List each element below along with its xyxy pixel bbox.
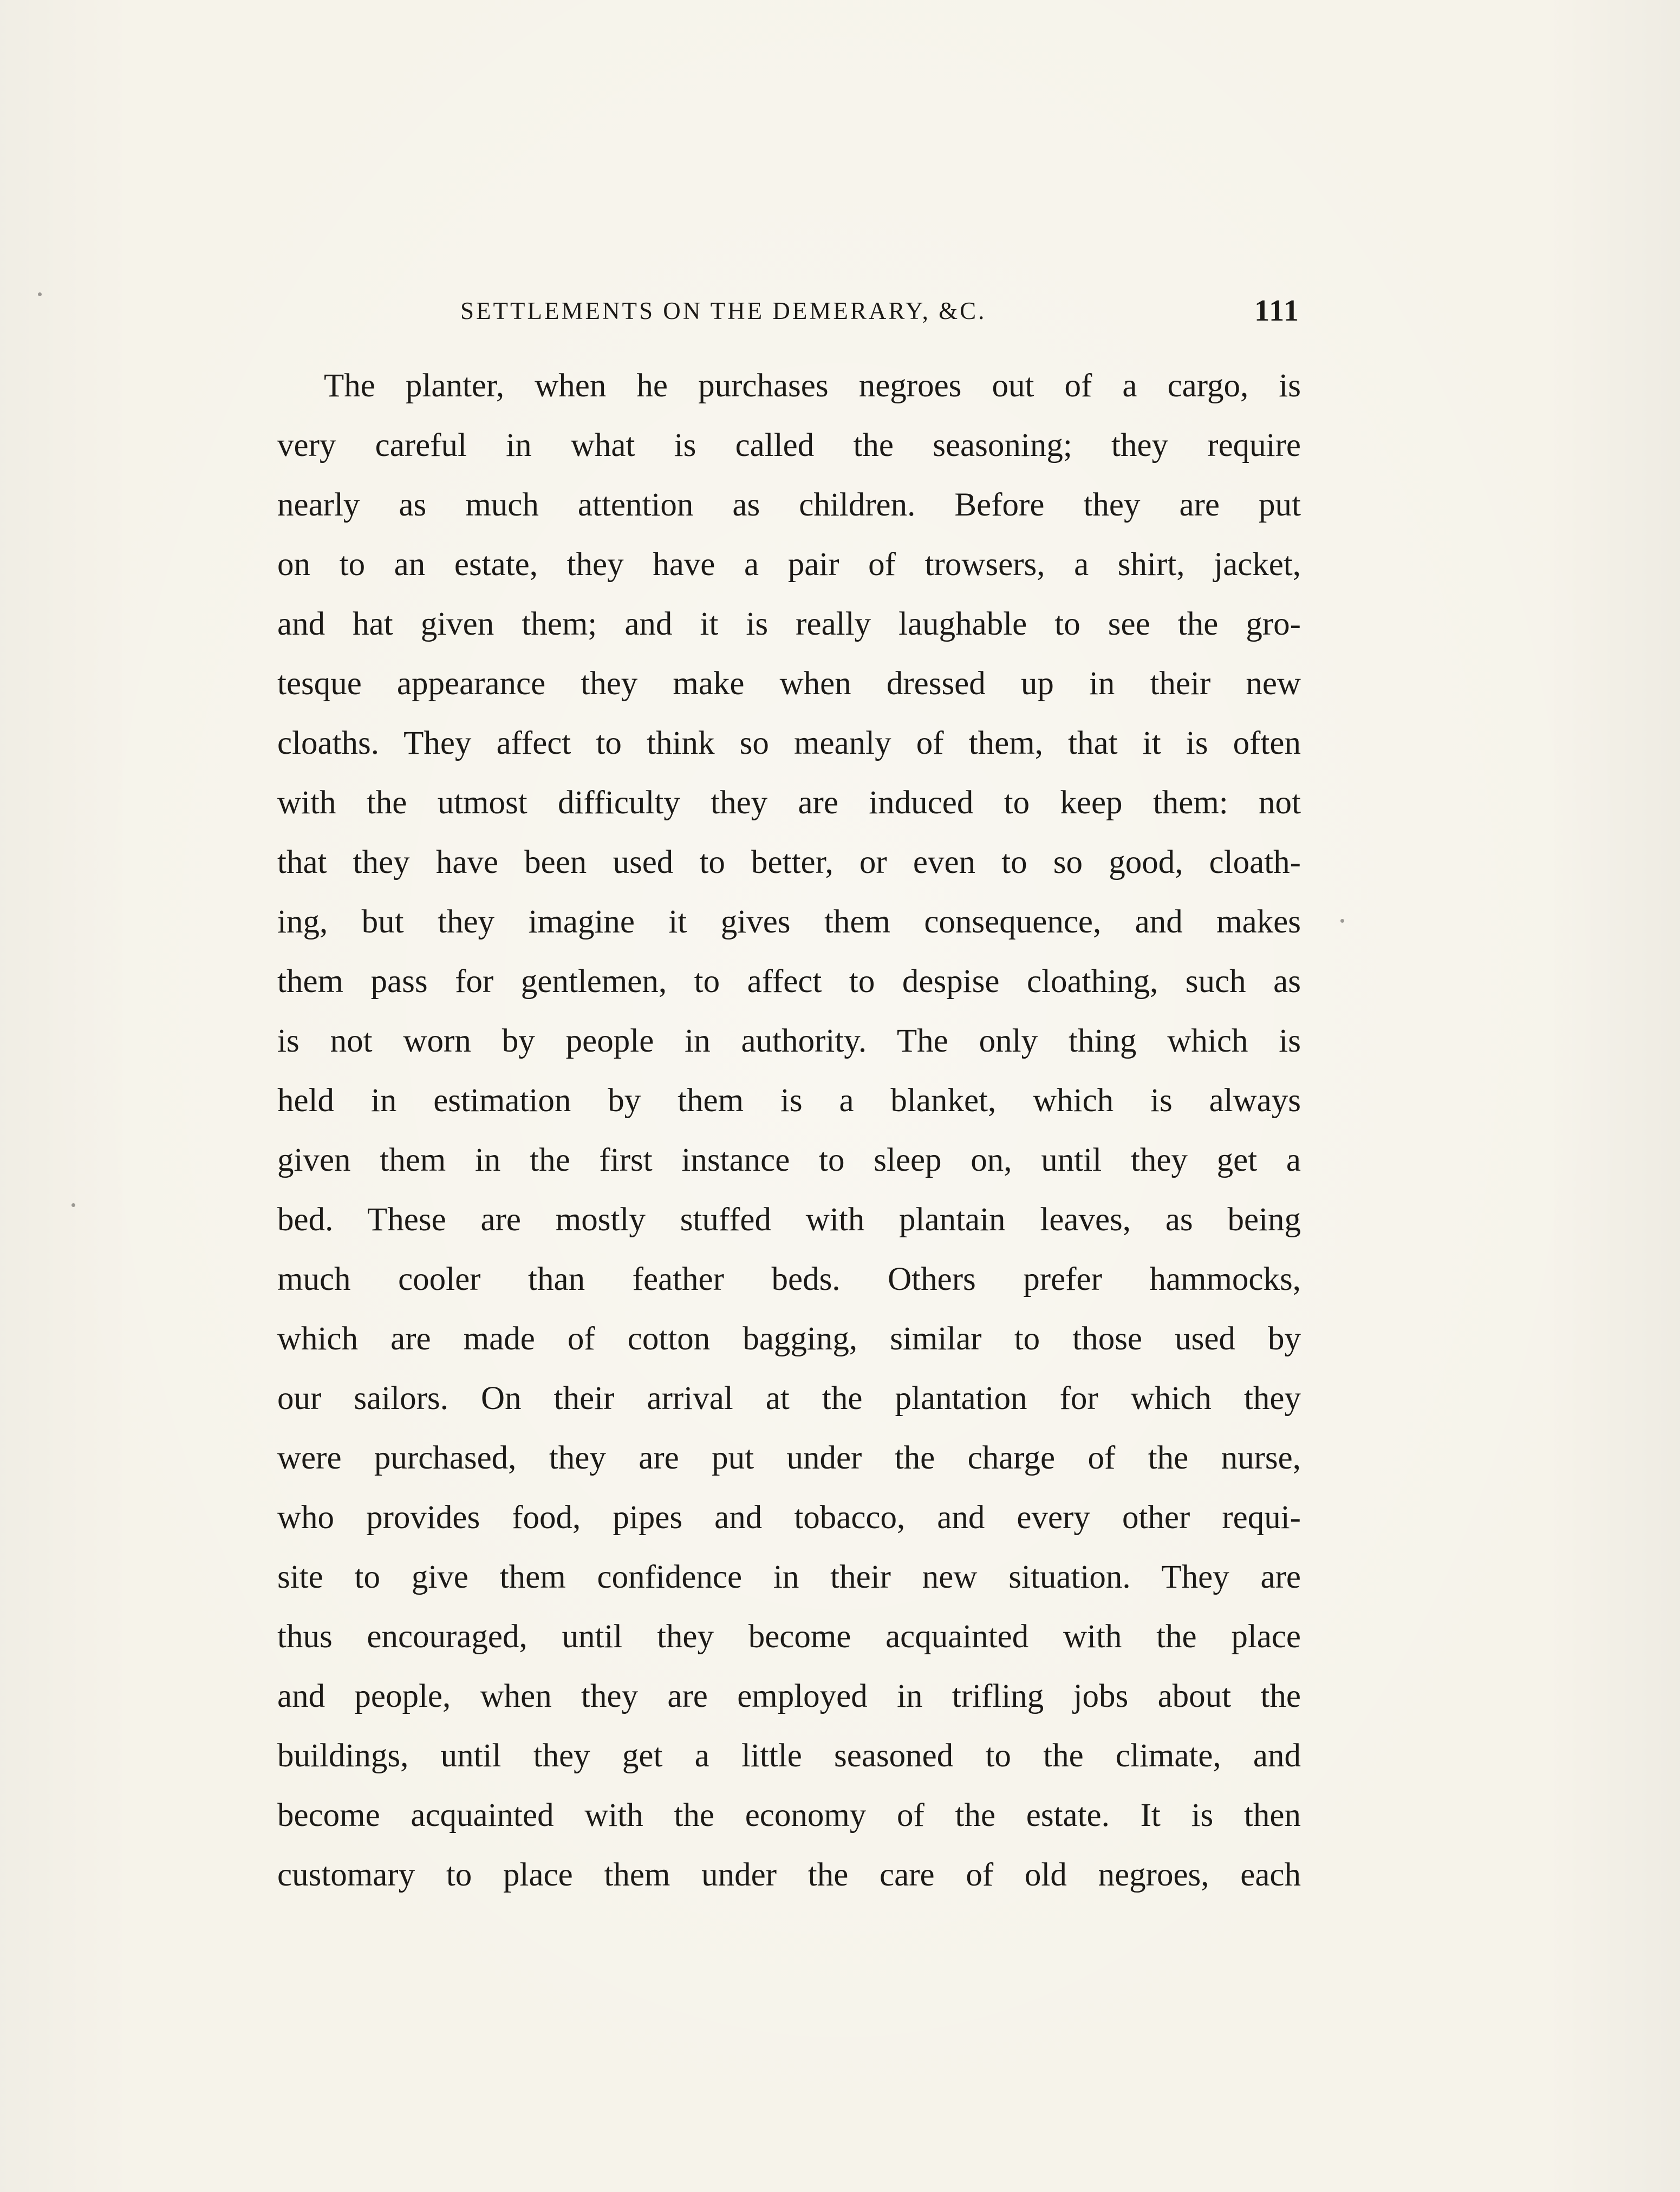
text-line: our sailors. On their arrival at the plantation for which they <box>277 1380 1301 1417</box>
body-text <box>277 356 1301 1905</box>
text-line: buildings, until they get a little seasoned to the climate, and <box>277 1738 1301 1774</box>
text-line: that they have been used to better, or even to so good, cloath- <box>277 844 1301 880</box>
text-line: which are made of cotton bagging, similar to those used by <box>277 1321 1301 1357</box>
text-line: The planter, when he purchases negroes out of a cargo, is <box>324 368 1301 404</box>
text-line: very careful in what is called the seasoning; they require <box>277 427 1301 464</box>
text-line: them pass for gentlemen, to affect to despise cloathing, such as <box>277 963 1301 1000</box>
text-line: nearly as much attention as children. Before they are put <box>277 487 1301 523</box>
paper-speck <box>71 1203 75 1207</box>
text-line: ing, but they imagine it gives them consequence, and makes <box>277 904 1301 940</box>
text-line: and people, when they are employed in trifling jobs about the <box>277 1678 1301 1714</box>
text-line: bed. These are mostly stuffed with plantain leaves, as being <box>277 1202 1301 1238</box>
text-line: become acquainted with the economy of the estate. It is then <box>277 1797 1301 1834</box>
text-line: given them in the first instance to sleep on, until they get a <box>277 1142 1301 1178</box>
text-line: cloaths. They affect to think so meanly of them, that it is often <box>277 725 1301 761</box>
text-line: site to give them confidence in their new situation. They are <box>277 1559 1301 1595</box>
text-line: were purchased, they are put under the charge of the nurse, <box>277 1440 1301 1476</box>
text-line: who provides food, pipes and tobacco, and every other requi- <box>277 1499 1301 1536</box>
paper-speck <box>38 292 42 296</box>
text-line: with the utmost difficulty they are induced to keep them: not <box>277 785 1301 821</box>
running-head: SETTLEMENTS ON THE DEMERARY, &C. <box>460 297 987 324</box>
page-header <box>460 294 1300 335</box>
text-line: is not worn by people in authority. The only thing which is <box>277 1023 1301 1059</box>
text-line: customary to place them under the care of old negroes, each <box>277 1857 1301 1893</box>
text-line: much cooler than feather beds. Others prefer hammocks, <box>277 1261 1301 1297</box>
text-line: held in estimation by them is a blanket, which is always <box>277 1082 1301 1119</box>
text-line: tesque appearance they make when dressed up in their new <box>277 666 1301 702</box>
text-line: on to an estate, they have a pair of trowsers, a shirt, jacket, <box>277 546 1301 583</box>
page-number: 111 <box>1254 294 1300 328</box>
text-line: thus encouraged, until they become acquainted with the place <box>277 1619 1301 1655</box>
text-line: and hat given them; and it is really laughable to see the gro- <box>277 606 1301 642</box>
paper-speck <box>1340 919 1344 923</box>
